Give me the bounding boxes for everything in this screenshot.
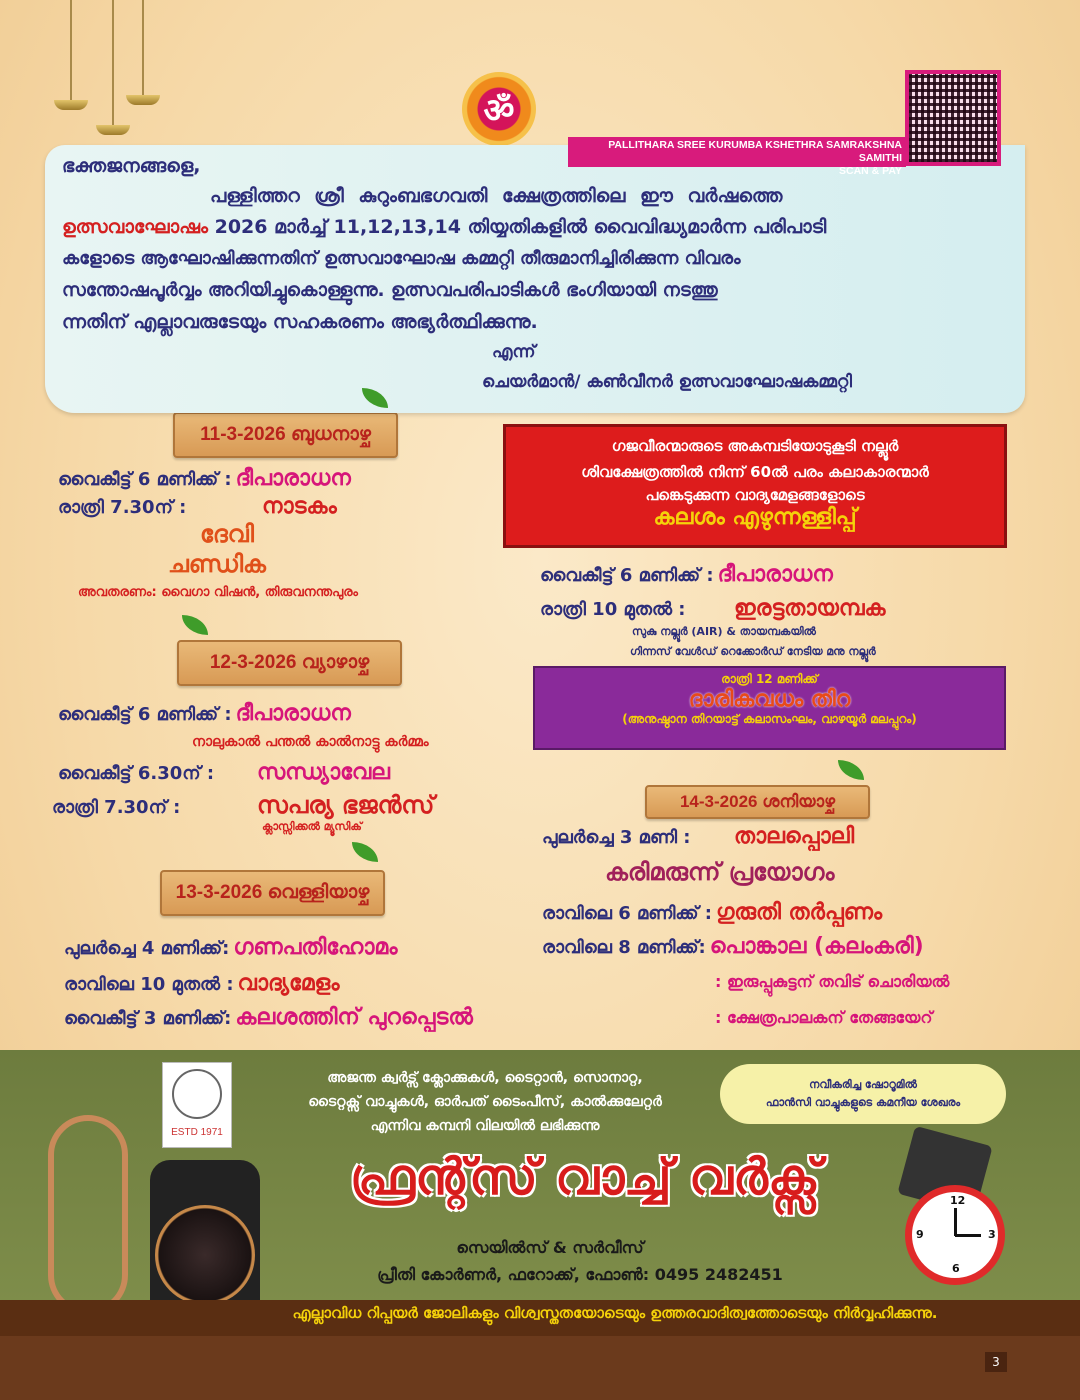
watch-image — [48, 1115, 128, 1315]
om-emblem-icon: ॐ — [462, 72, 536, 146]
time: വൈകീട്ട് 6 മണിക്ക് : — [58, 704, 232, 725]
qr-code[interactable] — [905, 70, 1001, 166]
clock-number: 3 — [988, 1228, 996, 1241]
ad-line: ടൈറ്റക്സ് വാച്ചുകൾ, ഓർപത് ടൈംപീസ്, കാൽക്കുലേറ്റർ — [308, 1094, 662, 1110]
schedule-row — [58, 701, 351, 726]
ad-line: അജന്ത ക്വർട്സ് ക്ലോക്കുകൾ, ടൈറ്റാൻ, സൊനാറ്റ, — [327, 1070, 643, 1086]
greeting: ഭക്തജനങ്ങളെ, — [62, 155, 201, 177]
drama-title-1: ദേവി — [200, 520, 254, 548]
letter-line: ന്നതിന് എല്ലാവരുടേയും സഹകരണം അഭ്യർത്ഥിക്കുന്നു. — [62, 311, 538, 333]
schedule-row — [58, 466, 351, 491]
schedule-row — [52, 791, 434, 819]
time: രാത്രി 10 മുതൽ : — [540, 599, 686, 620]
leaf-icon — [838, 760, 864, 780]
drama-credit: അവതരണം: വൈഗാ വിഷൻ, തിരുവനന്തപുരം — [78, 585, 358, 600]
qr-caption — [568, 137, 906, 177]
event: ഗണപതിഹോമം — [233, 935, 398, 960]
festival-dates: 2026 മാർച്ച് 11,12,13,14 — [214, 216, 461, 238]
event: ദീപാരാധന — [235, 466, 351, 491]
event-note: ക്ലാസ്സിക്കൽ മ്യൂസിക് — [262, 820, 362, 833]
event: ദീപാരാധന — [235, 701, 351, 726]
letter-line: കളോടെ ആഘോഷിക്കുന്നതിന് ഉത്സവാഘോഷ കമ്മറ്റി തീരുമാനിച്ചിരിക്കുന്ന വിവരം — [62, 248, 741, 269]
schedule-row — [64, 935, 397, 960]
time: പുലർച്ചെ 3 മണി : — [542, 827, 691, 848]
event-note: നാലുകാൽ പന്തൽ കാൽനാട്ടു കർമ്മം — [192, 734, 429, 750]
date-plank-day4: 14-3-2026 ശനിയാഴ്ച — [645, 785, 870, 819]
time: രാവിലെ 8 മണിക്ക്: — [542, 937, 706, 958]
clock-number: 9 — [916, 1228, 924, 1241]
letter-ennu: എന്ന് — [492, 342, 536, 362]
schedule-row — [58, 494, 337, 519]
cloud-line: ഫാൻസി വാച്ചുകളുടെ കമനീയ ശേഖരം — [765, 1096, 961, 1109]
samithi-name: PALLITHARA SREE KURUMBA KSHETHRA SAMRAKSHNA SAMITHI — [608, 139, 902, 164]
showroom-cloud — [720, 1064, 1006, 1124]
event-note: സുകു നല്ലൂർ (AIR) & തായമ്പകയിൽ — [632, 625, 816, 638]
letter-line: പള്ളിത്തറ ശ്രീ കുറുംബഭഗവതി ക്ഷേത്രത്തിലെ ഈ വർഷത്തെ — [210, 185, 783, 207]
event: ഗുരുതി തർപ്പണം — [715, 900, 883, 925]
schedule-row — [540, 596, 885, 621]
shop-logo — [162, 1062, 232, 1148]
banner-title: കലശം എഴുന്നള്ളിപ്പ് — [653, 505, 857, 530]
kalasham-banner — [503, 424, 1007, 548]
clock-number: 6 — [952, 1262, 960, 1275]
schedule-row — [542, 900, 882, 925]
karimarunnu: കരിമരുന്ന് പ്രയോഗം — [605, 858, 835, 886]
event: ഇരട്ടതായമ്പക — [734, 596, 886, 621]
thira-banner — [533, 666, 1006, 750]
thira-time: രാത്രി 12 മണിക്ക് — [721, 672, 818, 686]
time: വൈകീട്ട് 6.30ന് : — [58, 763, 215, 784]
ad-line: എന്നിവ കമ്പനി വിലയിൽ ലഭിക്കുന്നു — [370, 1118, 600, 1134]
time: രാവിലെ 10 മുതൽ : — [64, 974, 234, 995]
event-note: : ക്ഷേത്രപാലകന് തേങ്ങയേറ് — [715, 1008, 933, 1027]
banner-line: ഗജവീരന്മാരുടെ അകമ്പടിയോടുകൂടി നല്ലൂർ — [611, 437, 899, 455]
time: പുലർച്ചെ 4 മണിക്ക്: — [64, 938, 230, 959]
clock-number: 12 — [950, 1194, 966, 1207]
cloud-line: നവീകരിച്ച ഷോറൂമിൽ — [809, 1078, 917, 1091]
event: നാടകം — [262, 494, 337, 519]
letter-signature: ചെയർമാൻ/ കൺവീനർ ഉത്സവാഘോഷകമ്മറ്റി — [482, 372, 852, 392]
page-bottom — [0, 1336, 1080, 1400]
event-note: ഗിന്നസ് വേൾഡ് റെക്കോർഡ് നേടിയ മനു നല്ലൂർ — [630, 645, 876, 658]
drama-title-2: ചണ്ഡിക — [168, 550, 266, 578]
leaf-icon — [352, 842, 378, 862]
page-number: 3 — [985, 1352, 1007, 1372]
time: രാത്രി 7.30ന് : — [58, 497, 187, 518]
schedule-row — [540, 562, 833, 587]
date-plank-day3: 13-3-2026 വെള്ളിയാഴ്ച — [160, 870, 385, 916]
schedule-row — [542, 824, 854, 849]
festival-word: ഉത്സവാഘോഷം — [62, 216, 208, 238]
event: ദീപാരാധന — [717, 562, 833, 587]
date-plank-day1: 11-3-2026 ബുധനാഴ്ച — [173, 412, 398, 458]
event: സന്ധ്യാവേല — [257, 760, 390, 785]
leaf-icon — [182, 615, 208, 635]
shop-name: ഫ്രന്റ്സ് വാച്ച് വർക്സ് — [349, 1148, 821, 1206]
shop-tagline: സെയിൽസ് & സർവീസ് — [456, 1238, 644, 1257]
time: വൈകീട്ട് 6 മണിക്ക് : — [540, 565, 714, 586]
schedule-row — [64, 1005, 473, 1030]
banner-line: ശിവക്ഷേത്രത്തിൽ നിന്ന് 60ൽ പരം കലാകാരന്മാർ — [581, 463, 929, 481]
event: വാദ്യമേളം — [237, 971, 340, 996]
event: സപര്യ ഭജൻസ് — [257, 791, 435, 819]
time: വൈകീട്ട് 6 മണിക്ക് : — [58, 469, 232, 490]
brands-text — [250, 1066, 720, 1138]
time: വൈകീട്ട് 3 മണിക്ക്: — [64, 1008, 232, 1029]
event: കലശത്തിന് പുറപ്പെടൽ — [235, 1005, 473, 1030]
thira-credit: (അനുഷ്ഠാന തിറയാട്ട് കലാസംഘം, വാഴയൂർ മലപ്പുറം) — [622, 712, 917, 726]
time: രാത്രി 7.30ന് : — [52, 797, 181, 818]
scan-pay-label: SCAN & PAY — [838, 165, 902, 177]
footer-text: എല്ലാവിധ റിപ്പയർ ജോലികളും വിശ്വസ്തതയോടെയും ഉത്തരവാദിത്വത്തോടെയും നിർവ്വഹിക്കുന്നു. — [292, 1304, 938, 1322]
shop-address: പ്രീതി കോർണർ, ഫറോക്ക്, ഫോൺ: 0495 2482451 — [377, 1265, 783, 1284]
schedule-row — [58, 760, 390, 785]
event: പൊങ്കാല (കലംകരി) — [709, 934, 924, 959]
schedule-row — [542, 934, 924, 959]
time: രാവിലെ 6 മണിക്ക് : — [542, 903, 712, 924]
estd-label: ESTD 1971 — [171, 1127, 223, 1138]
event-note: : ഇരുപ്പുകുട്ടന് തവിട് ചൊരിയൽ — [715, 972, 950, 991]
event: താലപ്പൊലി — [734, 824, 855, 849]
date-plank-day2: 12-3-2026 വ്യാഴാഴ്ച — [177, 640, 402, 686]
wall-clock-icon — [905, 1185, 1005, 1285]
thira-title: ദാരികവധം തിറ — [688, 687, 851, 712]
letter-line: സന്തോഷപൂർവ്വം അറിയിച്ചുകൊള്ളുന്നു. ഉത്സവപരിപാടികൾ ഭംഗിയായി നടത്തു — [62, 280, 718, 301]
schedule-row — [64, 971, 339, 996]
banner-line: പങ്കെടുക്കുന്ന വാദ്യമേളങ്ങളോടെ — [645, 486, 865, 504]
letter-line: തിയ്യതികളിൽ വൈവിദ്ധ്യമാർന്ന പരിപാടി — [467, 216, 827, 238]
